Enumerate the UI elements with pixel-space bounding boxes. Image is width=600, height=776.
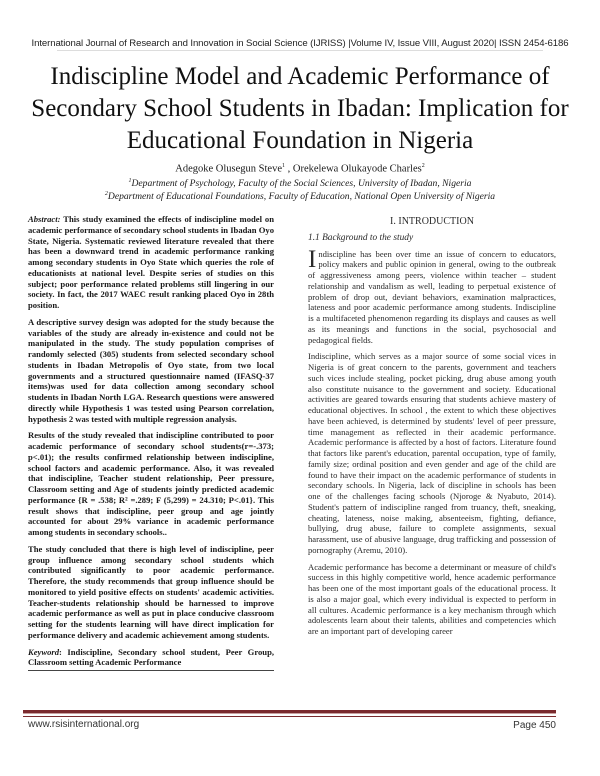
authors (0, 163, 600, 175)
keyword-label: Keyword (28, 646, 60, 657)
footer-divider (23, 710, 556, 714)
footer-divider-thin (23, 716, 556, 717)
abstract-column (28, 214, 274, 671)
abstract-paragraph: Results of the study revealed that indiscipline contributed to poor academic performance of secondary school students(r=-.373; p<.01); the results confirmed relationship between indiscipline, school factors and academic performance. Also, it was revealed that indiscipline, Teacher student relationship, Peer pressure, Classroom setting and Age of students jointly predicted academic performance {R = .538; R² =.289; F (5,299) = 24.310; P<.01}. This result shows that indiscipline, peer group and age jointly accounted for about 29% variance in academic performance among students in secondary schools.. (28, 430, 274, 537)
page-number: Page 450 (513, 720, 556, 731)
abstract-paragraph (28, 214, 274, 311)
affiliation (0, 191, 600, 202)
paper-title: Indiscipline Model and Academic Performance of Secondary School Students in Ibadan: Implication for Educational Foundation in Nigeria (31, 63, 569, 154)
body-paragraph: Indiscipline, which serves as a major source of some social vices in Nigeria is of great concern to the parents, government and teachers such vices include stealing, pocket picking, drug abuse among youth also constitute nuisance to the government and society. Educational activities are geared towards ensuring that students achieve mastery of educational objectives. In school , the extent to which these objectives have been achieved, is determined by students' level of peer pressure, time management as reflected in their academic performance. Academic performance is affected by a host of factors. Literature found that factors like parent's education, parental occupation, type of family, family size; ordinal position and even gender and age of the child are found to have their impact on the academic performance of students in secondary schools. In Nigeria, lack of discipline in schools has been one of the challenges facing schools (Njoroge & Nyabuto, 2014). Student's pattern of indiscipline ranged from truancy, theft, sneaking, cheating, lateness, noise making, absenteeism, fighting, defiance, bullying, drug abuse, failure to complete assignments, sexual harassment, use of abusive language, drug trafficking and possession of pornography (Aremu, 2010). (308, 351, 556, 555)
abstract-text: This study examined the effects of indiscipline model on academic performance of secondary school students in Ibadan Oyo State, Nigeria. Systematic reviewed literature revealed that there has been a downward trend in academic performance ranking among secondary students in Oyo State which queries the role of educationists at national level. Despite series of studies on this subject; poor performance related problems still lingering in our society. In fact, the 2017 WAEC result ranking placed Oyo in 28th position. (28, 214, 274, 310)
author-separator: , (284, 163, 293, 175)
subsection-heading: 1.1 Background to the study (308, 232, 414, 243)
author-name: Adegoke Olusegun Steve (175, 163, 282, 175)
abstract-paragraph: A descriptive survey design was adopted for the study because the variables of the study are already in-existence and could not be manipulated in the study. The study population comprises of randomly selected (305) students from selected secondary school students in Ibadan Metropolis of Oyo state, from two local governments and a structured questionnaire named (IFASQ-37 items)was used for data collection among secondary school students in Ibadan North LGA. Research questions were answered directly while Hypothesis 1 was tested using Pearson correlation, hypothesis 2 was tested with multiple regression analysis. (28, 316, 274, 424)
section-heading: I. INTRODUCTION (390, 216, 474, 227)
journal-header: International Journal of Research and Innovation in Social Science (IJRISS) |Volume IV, Issue VIII, August 2020| ISSN 2454-6186 (31, 38, 569, 49)
author-name: Orekelewa Olukayode Charles (292, 163, 422, 175)
keywords (28, 647, 274, 672)
body-paragraph: Academic performance has become a determinant or measure of child's success in this highly competitive world, hence academic performance has been one of the most important goals of the educational process. It is also a major goal, which every individual is expected to perform in all cultures. Academic performance is a key mechanism through which adolescents learn about their talents, abilities and competencies which are an important part of developing career (308, 561, 556, 636)
affiliation-sup: 1 (128, 178, 132, 184)
author-sup: 1 (281, 163, 285, 169)
introduction-column (308, 214, 556, 643)
header-divider (57, 50, 543, 51)
keyword-list: : Indiscipline, Secondary school student, Peer Group, Classroom setting Academic Performance (28, 646, 274, 668)
drop-cap: I (308, 245, 317, 273)
affiliation (0, 178, 600, 189)
affiliation-text: Department of Psychology, Faculty of the Social Sciences, University of Ibadan, Nigeria (131, 178, 472, 190)
affiliation-text: Department of Educational Foundations, Faculty of Education, National Open University of Nigeria (107, 191, 496, 203)
affiliation-sup: 2 (104, 191, 108, 197)
footer-website: www.rsisinternational.org (28, 719, 140, 730)
body-paragraph (308, 245, 556, 346)
abstract-label: Abstract: (28, 214, 61, 224)
abstract-paragraph: The study concluded that there is high level of indiscipline, peer group influence among secondary school students which contributed significantly to poor academic performance. Therefore, the study recommends that group influence should be monitored to yield positive effects on students' academic activities. Teacher-students relationship should be harnessed to improve academic performance as well as put in place conducive classroom setting for the students learning will have direct implication for performance delivery and academic achievement among students. (28, 543, 274, 640)
paragraph-text: ndiscipline has been over time an issue of concern to educators, policy makers and public opinion in general, owing to the outbreak of aggressiveness among peers, violence within teacher – student relationship and vandalism as well, leading to perpetual existence of problem of drop out, deviant behaviors, examination malpractices, lateness and poor academic performance among students. Indiscipline is a multifaceted phenomenon regarding its displays and causes as well as its meanings and functions in the social, psychosocial and pedagogical fields. (308, 248, 556, 345)
author-sup: 2 (421, 163, 425, 169)
